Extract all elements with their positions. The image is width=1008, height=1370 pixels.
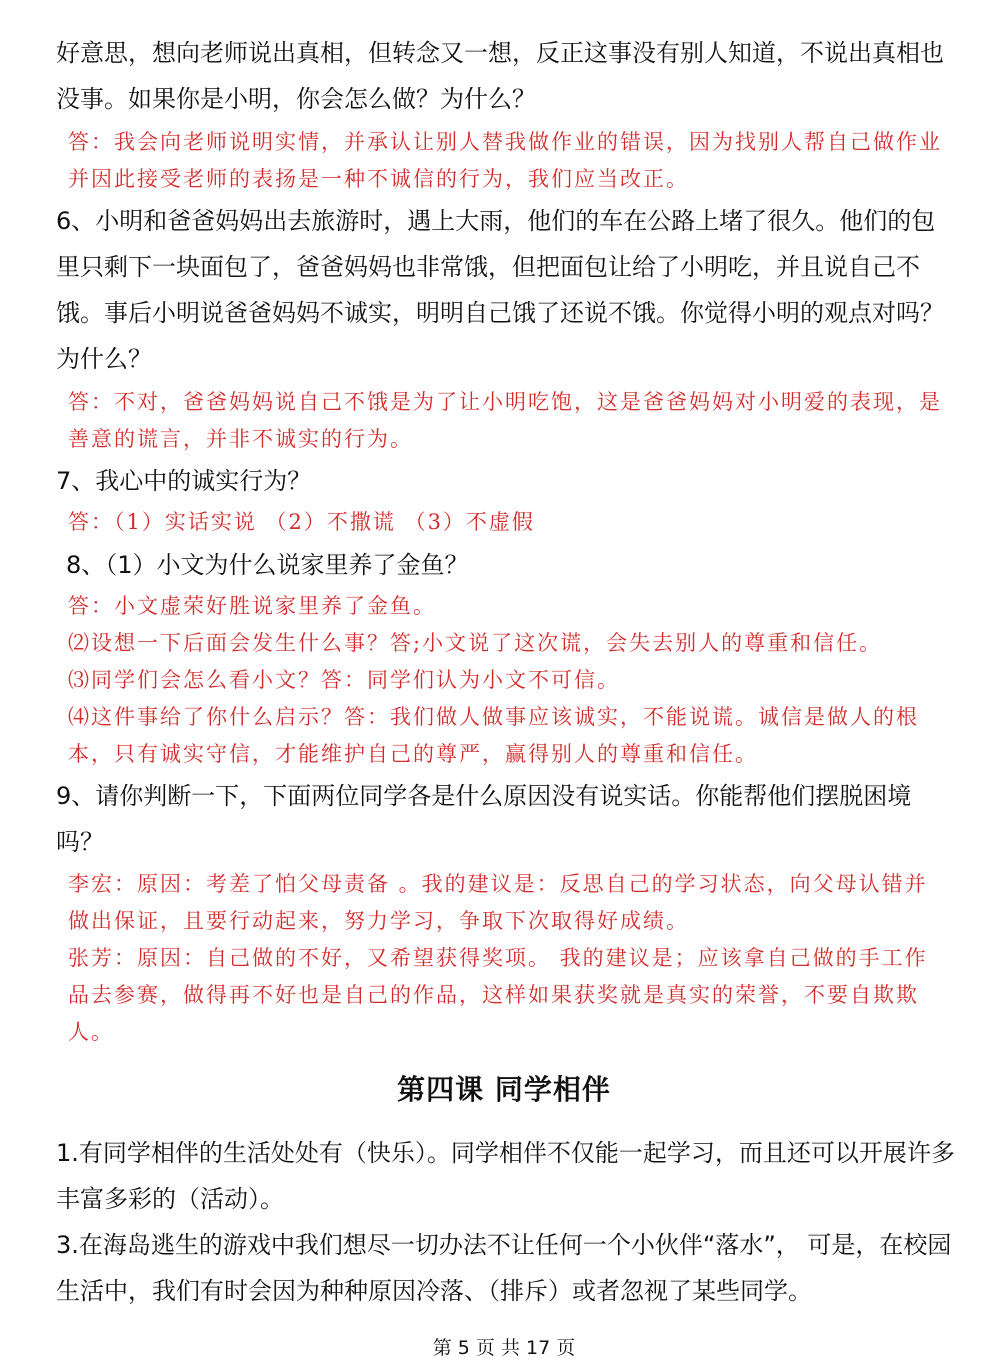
answer-5: 答：我会向老师说明实情，并承认让别人替我做作业的错误，因为找别人帮自己做作业并因此接受老师的表扬是一种不诚信的行为，我们应当改正。 <box>68 130 942 191</box>
answer-9-zhangfang: 张芳：原因：自己做的不好，又希望获得奖项。 我的建议是；应该拿自己做的手工作品去参赛，做得再不好也是自己的作品，这样如果获奖就是真实的荣誉，不要自欺欺人。 <box>68 946 928 1044</box>
answer-6: 答：不对，爸爸妈妈说自己不饿是为了让小明吃饱，这是爸爸妈妈对小明爱的表现，是善意的谎言，并非不诚实的行为。 <box>68 390 942 451</box>
answer-8-4: ⑷这件事给了你什么启示？答：我们做人做事应该诚实，不能说谎。诚信是做人的根本，只有诚实守信，才能维护自己的尊严，赢得别人的尊重和信任。 <box>68 705 919 766</box>
question-5-continued: 好意思，想向老师说出真相，但转念又一想，反正这事没有别人知道，不说出真相也没事。如果你是小明，你会怎么做？为什么？ <box>56 39 944 113</box>
answer-7: 答：（1）实话实说 （2）不撒谎 （3）不虚假 <box>68 510 535 534</box>
question-8: 8、（1）小文为什么说家里养了金鱼？ <box>66 551 469 579</box>
answer-9-lihong: 李宏：原因：考差了怕父母责备 。我的建议是：反思自己的学习状态，向父母认错并做出保证，且要行动起来，努力学习，争取下次取得好成绩。 <box>68 872 928 933</box>
answer-8-1: 答：小文虚荣好胜说家里养了金鱼。 <box>68 594 436 618</box>
question-7: 7、我心中的诚实行为？ <box>56 467 312 495</box>
lesson-point-3: 3.在海岛逃生的游戏中我们想尽一切办法不让任何一个小伙伴“落水”， 可是，在校园生活中，我们有时会因为种种原因冷落、（排斥）或者忽视了某些同学。 <box>56 1231 952 1305</box>
answer-8-2: ⑵设想一下后面会发生什么事？答;小文说了这次谎，会失去别人的尊重和信任。 <box>68 631 883 655</box>
answer-8-3: ⑶同学们会怎么看小文？答：同学们认为小文不可信。 <box>68 668 620 692</box>
lesson-point-1: 1.有同学相伴的生活处处有（快乐）。同学相伴不仅能一起学习，而且还可以开展许多丰富多彩的（活动）。 <box>56 1139 955 1213</box>
page-number: 第 5 页 共 17 页 <box>432 1337 576 1359</box>
lesson-title: 第四课 同学相伴 <box>397 1073 611 1106</box>
question-9: 9、请你判断一下，下面两位同学各是什么原因没有说实话。你能帮他们摆脱困境吗？ <box>56 782 912 856</box>
question-6: 6、小明和爸爸妈妈出去旅游时，遇上大雨，他们的车在公路上堵了很久。他们的包里只剩下一块面包了，爸爸妈妈也非常饿，但把面包让给了小明吃，并且说自己不饿。事后小明说爸爸妈妈不诚实，明明自己饿了还说不饿。你觉得小明的观点对吗？为什么？ <box>56 207 944 373</box>
